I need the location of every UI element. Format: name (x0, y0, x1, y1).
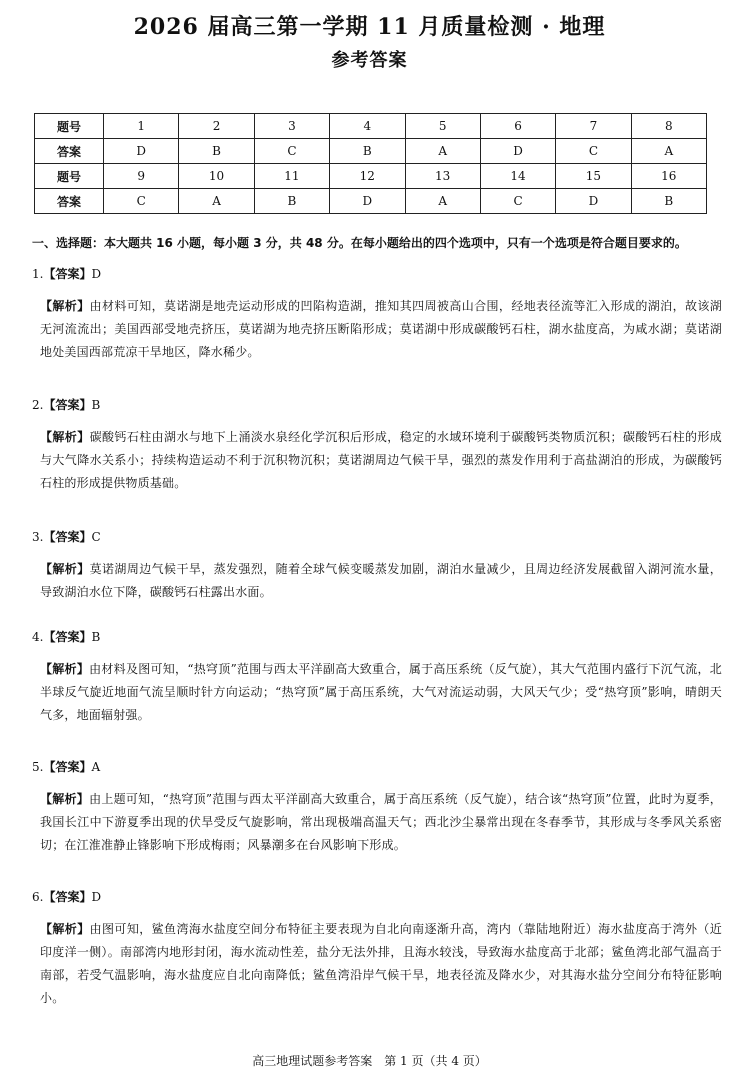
answer-table-row-label: 答案 (35, 139, 104, 164)
answer-table-cell: 13 (405, 164, 480, 189)
question-number: 2. (32, 398, 44, 412)
answer-table-row (35, 114, 707, 139)
question-number: 6. (32, 890, 44, 904)
question-block (32, 527, 722, 604)
answer-tag: 【答案】 (43, 760, 92, 774)
answer-table-row-label: 题号 (35, 164, 104, 189)
analysis-paragraph (32, 658, 722, 727)
answer-table-cell: 4 (330, 114, 405, 139)
answer-table-cell: C (104, 189, 179, 214)
analysis-paragraph (32, 788, 722, 857)
question-block (32, 887, 722, 1010)
analysis-text: 由材料可知，莫诺湖是地壳运动形成的凹陷构造湖，推知其四周被高山合围，经地表径流等汇入形成的湖泊，故该湖无河流流出；美国西部受地壳挤压，莫诺湖为地壳挤压断陷形成；莫诺湖中形成碳酸钙石柱，湖水盐度高，为咸水湖；莫诺湖地处美国西部荒凉干旱地区，降水稀少。 (40, 299, 722, 359)
analysis-paragraph (32, 295, 722, 364)
answer-table-cell: 1 (104, 114, 179, 139)
answer-table-cell: 8 (631, 114, 706, 139)
answer-tag: 【答案】 (43, 890, 92, 904)
answer-tag: 【答案】 (43, 530, 92, 544)
answer-table-cell: B (179, 139, 254, 164)
question-number: 1. (32, 267, 44, 281)
analysis-paragraph (32, 426, 722, 495)
answer-table-cell: D (480, 139, 555, 164)
answer-table-cell: D (104, 139, 179, 164)
answer-table-cell: C (480, 189, 555, 214)
answer-value: A (91, 760, 101, 774)
answer-table-cell: B (330, 139, 405, 164)
exam-subtitle: 参考答案 (331, 50, 408, 71)
answer-table-cell: D (330, 189, 405, 214)
answer-table-cell: A (631, 139, 706, 164)
question-block (32, 627, 722, 727)
answer-table-cell: 15 (556, 164, 631, 189)
answer-tag: 【答案】 (43, 267, 92, 281)
analysis-tag: 【解析】 (40, 562, 90, 576)
answer-table-row (35, 139, 707, 164)
answer-table (34, 113, 707, 214)
answer-value: D (91, 890, 102, 904)
answer-table-cell: A (405, 189, 480, 214)
answer-tag: 【答案】 (43, 630, 92, 644)
question-block (32, 395, 722, 495)
answer-table-cell: D (556, 189, 631, 214)
answer-table-cell: 16 (631, 164, 706, 189)
answer-table-cell: A (179, 189, 254, 214)
question-number: 3. (32, 530, 44, 544)
analysis-text: 由上题可知，“热穹顶”范围与西太平洋副高大致重合，属于高压系统（反气旋），结合该“热穹顶”位置，此时为夏季，我国长江中下游夏季出现的伏旱受反气旋影响，常出现极端高温天气；西北沙尘暴常出现在冬春季节，其形成与冬季风关系密切；在江淮准静止锋影响下形成梅雨；风暴潮多在台风影响下形成。 (40, 792, 722, 852)
answer-table-cell: 3 (254, 114, 329, 139)
answer-table-row (35, 189, 707, 214)
answer-value: D (91, 267, 102, 281)
analysis-tag: 【解析】 (40, 299, 90, 313)
answer-table-cell: 7 (556, 114, 631, 139)
answer-line (32, 887, 722, 907)
answer-table-cell: 5 (405, 114, 480, 139)
answer-line (32, 757, 722, 777)
analysis-tag: 【解析】 (40, 792, 90, 806)
answer-value: B (91, 630, 101, 644)
answer-table-row-label: 答案 (35, 189, 104, 214)
answer-table-cell: A (405, 139, 480, 164)
exam-title: 2026 届高三第一学期 11 月质量检测 · 地理 (133, 14, 606, 40)
section-heading: 一、选择题：本大题共 16 小题，每小题 3 分，共 48 分。在每小题给出的四个选项中，只有一个选项是符合题目要求的。 (32, 236, 687, 250)
question-block (32, 264, 722, 364)
analysis-text: 碳酸钙石柱由湖水与地下上涌淡水泉经化学沉积后形成，稳定的水域环境利于碳酸钙类物质沉积；碳酸钙石柱的形成与大气降水关系小；持续构造运动不利于沉积物沉积；莫诺湖周边气候干旱，强烈的蒸发作用利于高盐湖泊的形成，为碳酸钙石柱的形成提供物质基础。 (40, 430, 722, 490)
analysis-text: 由材料及图可知，“热穹顶”范围与西太平洋副高大致重合，属于高压系统（反气旋），其大气范围内盛行下沉气流，北半球反气旋近地面气流呈顺时针方向运动；“热穹顶”属于高压系统，大气对流运动弱，大风天气少；受“热穹顶”影响，晴朗天气多，地面辐射强。 (40, 662, 722, 722)
analysis-paragraph (32, 918, 722, 1010)
analysis-tag: 【解析】 (40, 922, 90, 936)
question-number: 4. (32, 630, 44, 644)
answer-line (32, 527, 722, 547)
page-footer: 高三地理试题参考答案 第 1 页（共 4 页） (252, 1054, 487, 1068)
answer-line (32, 395, 722, 415)
answer-table-cell: 2 (179, 114, 254, 139)
answer-value: B (91, 398, 101, 412)
answer-value: C (91, 530, 101, 544)
answer-table-cell: 14 (480, 164, 555, 189)
answer-table-cell: B (631, 189, 706, 214)
answer-table-cell: 10 (179, 164, 254, 189)
answer-table-row (35, 164, 707, 189)
answer-table-cell: C (556, 139, 631, 164)
answer-table-cell: C (254, 139, 329, 164)
analysis-tag: 【解析】 (40, 430, 90, 444)
answer-tag: 【答案】 (43, 398, 92, 412)
question-block (32, 757, 722, 857)
answer-table-cell: B (254, 189, 329, 214)
analysis-text: 由图可知，鲨鱼湾海水盐度空间分布特征主要表现为自北向南逐渐升高，湾内（靠陆地附近）海水盐度高于湾外（近印度洋一侧）。南部湾内地形封闭，海水流动性差，盐分无法外排，且海水较浅，导致海水盐度高于北部；鲨鱼湾北部气温高于南部，若受气温影响，海水盐度应自北向南降低；鲨鱼湾沿岸气候干旱，地表径流及降水少，对其海水盐分空间分布特征影响小。 (40, 922, 722, 1005)
answer-table-cell: 12 (330, 164, 405, 189)
answer-table-cell: 6 (480, 114, 555, 139)
answer-line (32, 627, 722, 647)
question-number: 5. (32, 760, 44, 774)
analysis-text: 莫诺湖周边气候干旱，蒸发强烈，随着全球气候变暖蒸发加剧，湖泊水量减少，且周边经济发展截留入湖河流水量，导致湖泊水位下降，碳酸钙石柱露出水面。 (40, 562, 722, 599)
answer-line (32, 264, 722, 284)
analysis-tag: 【解析】 (40, 662, 90, 676)
answer-table-row-label: 题号 (35, 114, 104, 139)
answer-table-cell: 9 (104, 164, 179, 189)
analysis-paragraph (32, 558, 722, 604)
answer-table-cell: 11 (254, 164, 329, 189)
